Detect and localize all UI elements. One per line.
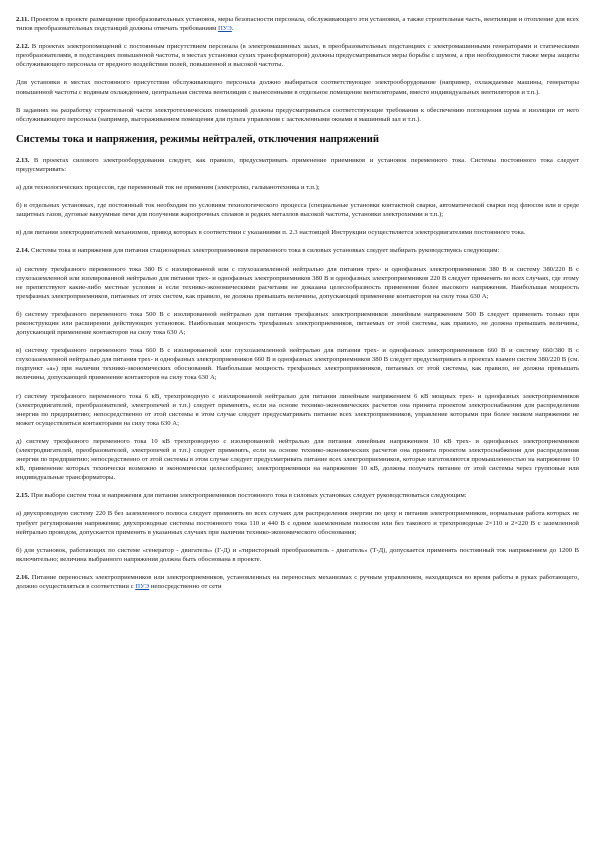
clause-number: 2.15.	[16, 492, 30, 500]
clause-number: 2.16.	[16, 573, 30, 581]
paragraph-2-13-a: а) для технологических процессов, где переменный ток не применим (электролиз, гальванотехника и т.п.);	[16, 184, 320, 192]
paragraph-2-16	[16, 573, 579, 591]
paragraph-text: В проектах силового электрооборудования следует, как правило, предусматривать применение приемников и установок переменного тока. Системы постоянного тока следует предусматривать:	[16, 156, 580, 173]
paragraph-2-13-b: б) в отдельных установках, где постоянный ток необходим по условиям технологического процесса (специальные установки контактной сварки, автоматической сварки под флюсом или в среде защитных газов, дуговые вакуумные печи для получения жаропрочных сплавов и редких металлов высокой частоты, установки электрохимии и т.п.);	[16, 202, 579, 219]
paragraph-text: Проектом в проекте размещение преобразовательных установок, меры безопасности персонала, обслуживающего эти установки, а также строительная часть, вентиляция и отопление для всех типов преобразовательных подстанций должны отвечать требованиям	[16, 16, 580, 33]
paragraph-text-end: .	[231, 25, 234, 33]
paragraph-2-14-d: г) систему трехфазного переменного тока 6 кВ, трехпроводную с изолированной нейтралью для питания линейным напряжением 6 кВ мощных трех- и однофазных электроприемников (электродвигателей, преобразователей, электропечей и т.п.) следует применять, если на основе технико-экономических расчетов она принята проектом электроснабжения для распределения энергии по предприятию; непосредственно от этой системы в этом случае следует предусматривать питание всех электроприемников, управление которыми при более низком напряжении не может осуществляться контакторами на силу тока 630 А;	[16, 392, 579, 427]
clause-number: 2.13.	[16, 156, 30, 164]
paragraph-2-13	[16, 156, 579, 174]
paragraph-text: В проектах электропомещений с постоянным присутствием персонала (в электромашинных залах, в преобразовательных подстанциях с электромашинными генераторами и статическими преобразователями, в подстанциях повышенной частоты, в местах установки сухих трансформаторов) должны предусматриваться меры борьбы с шумом, а при необходимости также меры защиты обслуживающего персонала от вредного воздействия полей, повышенной и высокой частоты.	[16, 43, 580, 69]
document-body	[16, 15, 579, 591]
paragraph-2-15-a: а) двухпроводную систему 220 В без заземленного полюса следует применять во всех случаях для распределения энергии по цеху и питания электроприемников, нормальная работа которых не требует регулирования напряжения; двухпроводные системы постоянного тока 110 и 440 В с одним заземленным полюсом или без такового и трехпроводные 2×110 и 2×220 В с заземленной нейтралью проводом, допускается применять в указанных случаях при наличии технико-экономического обоснования;	[16, 510, 579, 536]
paragraph-2-15	[16, 491, 579, 500]
paragraph-design: В заданиях на разработку строительной части электротехнических помещений должны предусматриваться соответствующие требования к обеспечению поглощения шума и изоляции от него обслуживающего персонала (например, выгораживанием помещения для пульта управления с застекленными окнами в машинный зал и т.п.).	[16, 106, 579, 123]
paragraph-text: При выборе систем тока и напряжения для питания электроприемников постоянного тока в силовых установках следует руководствоваться следующим:	[31, 492, 467, 500]
paragraph-2-15-b: б) для установок, работающих по системе «генератор - двигатель» (Г-Д) и «тиристорный преобразователь - двигатель» (Т-Д), допускается применять постоянный ток напряжением до 1200 В включительно; величина выбранного напряжения должна быть обоснована в проекте.	[16, 546, 579, 563]
paragraph-2-14-b: б) систему трехфазного переменного тока 500 В с изолированной нейтралью для питания трехфазных электроприемников линейным напряжением 500 В следует применять только при реконструкции или расширении действующих установок. Наибольшая мощность трехфазных электроприемников, питаемых от этой системы, как правило, не должна превышать величины, допускающей применение контакторов на силу тока 630 А;	[16, 310, 579, 337]
paragraph-text: Системы тока и напряжения для питания стационарных электроприемников переменного тока в силовых установках следует выбирать руководствуясь следующим:	[31, 247, 500, 255]
paragraph-text-end: непосредственно от сети	[149, 583, 222, 591]
pue-link[interactable]: ПУЭ	[217, 25, 232, 33]
paragraph-install: Для установки в местах постоянного присутствия обслуживающего персонала должно выбираться соответствующее электрооборудование (например, охлаждаемые машины, генераторы повышенной частоты с водяным охлаждением, центральная система вентиляции с вынесенными в отдельное помещение вентиляторами, вместо индивидуальных вентиляторов и т.п.).	[16, 79, 579, 96]
paragraph-2-14-a: а) систему трехфазного переменного тока 380 В с изолированной или с глухозаземленной нейтралью для питания трех- и однофазных электроприемников 380 В и систему 380/220 В с глухозаземленной или изолированной нейтралью для питания трех- и однофазных электроприемников 380 В и однофазных электроприемников 220 В следует применять во всех случаях, где этому не препятствуют какие-либо местные условия и если технико-экономическими расчетами не доказана целесообразность применения более высокого напряжения. Наибольшая мощность трехфазных электроприемников, питаемых от этих систем, как правило, не должна превышать величины, допускающей применение контакторов на силу тока 630 А;	[16, 265, 579, 300]
paragraph-2-11	[16, 15, 579, 33]
pue-link[interactable]: ПУЭ	[135, 583, 150, 591]
paragraph-2-13-c: в) для питания электродвигателей механизмов, привод которых в соответствии с указаниями п. 2.3 настоящей Инструкции осуществляется электродвигателями постоянного тока.	[16, 229, 526, 237]
paragraph-2-14-c: в) систему трехфазного переменного тока 660 В с изолированной или глухозаземленной нейтралью для питания трех- и однофазных электроприемников 660 В и систему 660/380 В с глухозаземленной нейтралью для питания трех- и однофазных электроприемников 660 В и однофазных электроприемников 380 В следует предусматривать в проектах взамен систем 380/220 В (см. подпункт «а») при наличии технико-экономических обоснований. Наибольшая мощность трехфазных электроприемников, питаемых от этой системы, как правило, не должна превышать величины, допускающей применение контакторов на силу тока 630 А;	[16, 347, 579, 382]
paragraph-2-12	[16, 42, 579, 69]
paragraph-2-14	[16, 246, 579, 255]
clause-number: 2.14.	[16, 247, 30, 255]
paragraph-text: Питание переносных электроприемников или электроприемников, установленных на переносных механизмах с ручным управлением, находящихся во время работы в руках работающего, должно осуществляться в соответствии с	[16, 573, 579, 591]
clause-number: 2.12.	[16, 43, 30, 51]
paragraph-2-14-e: д) систему трехфазного переменного тока 10 кВ трехпроводную с изолированной нейтралью для питания линейным напряжением 10 кВ трех- и однофазных электроприемников (электродвигателей, преобразователей, электропечей и т.п.) следует применять, если на основе технико-экономических расчетов она принята проектом электроснабжения для распределения энергии по предприятию; непосредственно от этой системы в этом случае следует предусматривать питание всех электроприемников, которые изготовляются промышленностью на напряжение 10 кВ, применение которых технически возможно и экономически целесообразно; электроприемники на напряжение 10 кВ, должны получать питание от этой системы через групповые или индивидуальные трансформаторы.	[16, 437, 579, 482]
section-heading: Системы тока и напряжения, режимы нейтралей, отключения напряжений	[16, 133, 379, 145]
clause-number: 2.11.	[16, 16, 30, 23]
